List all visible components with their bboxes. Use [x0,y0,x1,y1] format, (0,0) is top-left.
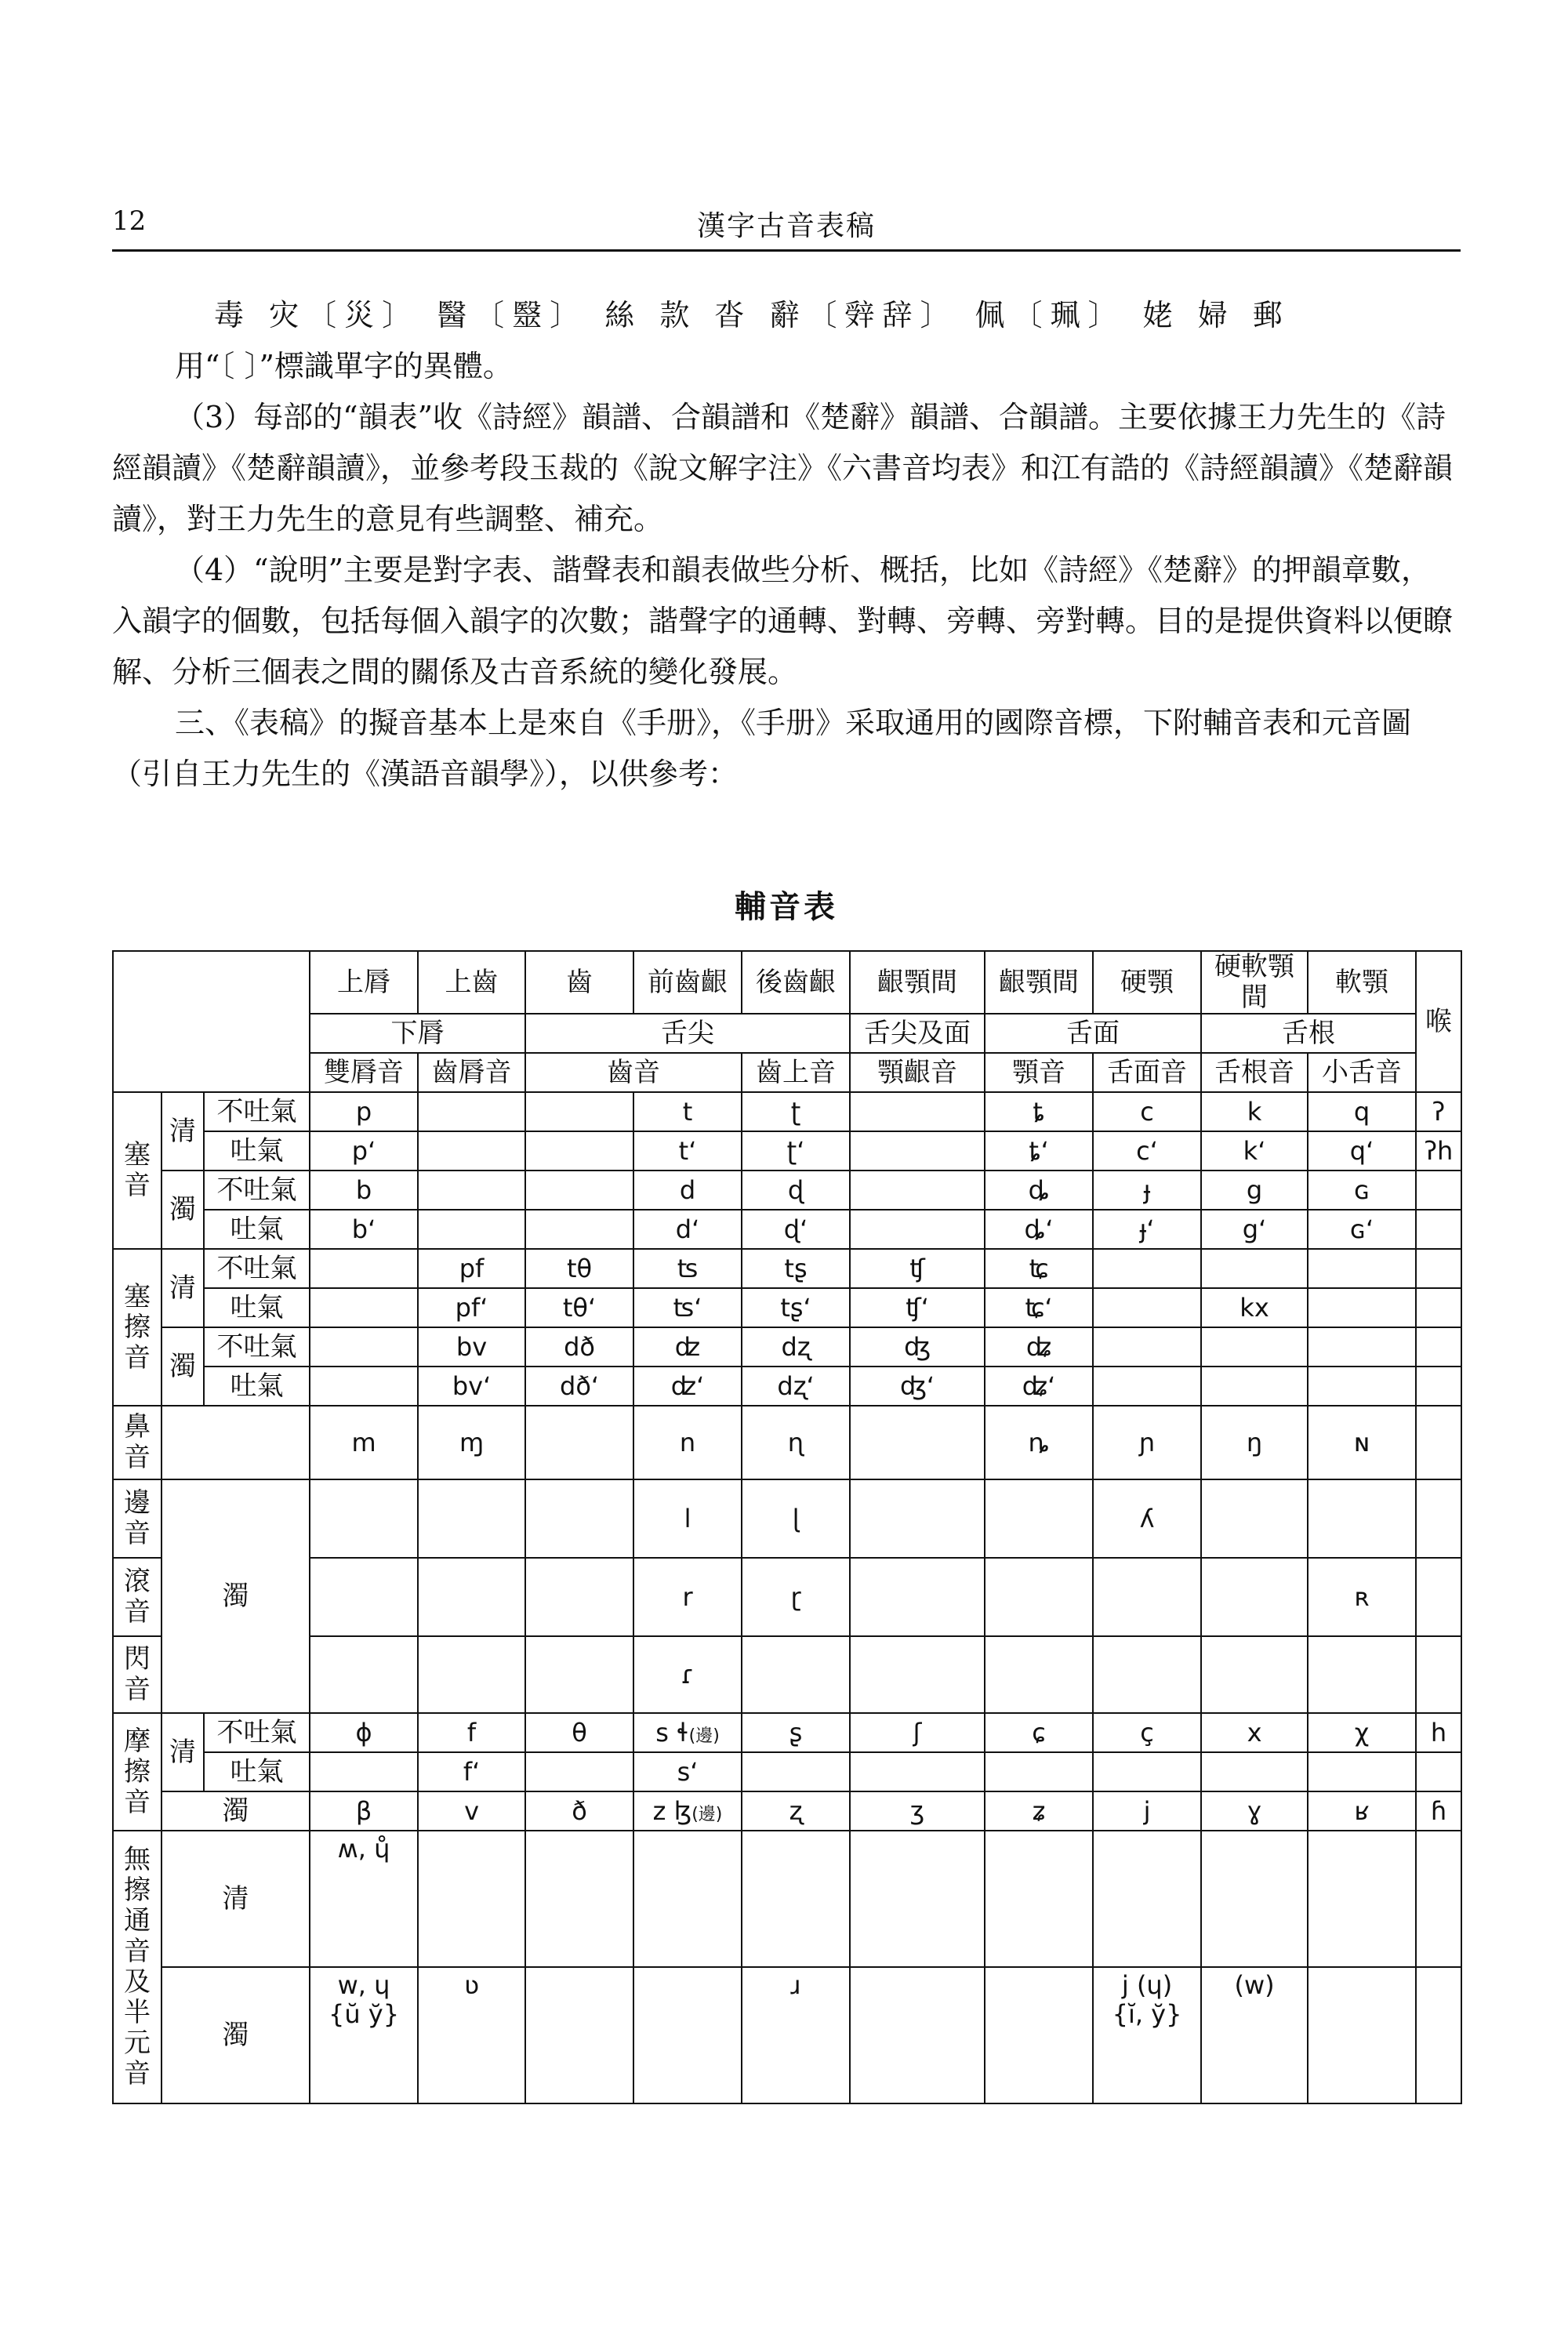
fricative-symbol: ʐ [742,1791,850,1831]
stop-symbol: qʻ [1308,1131,1416,1171]
table-row [113,1479,1461,1558]
affricate-symbol: dʐ [742,1327,850,1367]
table-row [113,1636,1461,1713]
trill-symbol: ɽ [742,1558,850,1636]
fricative-symbol: ɸ [310,1713,418,1752]
stop-symbol: g [1201,1171,1308,1210]
manner-label: 閃 音 [113,1636,162,1713]
table-title: 輔音表 [735,889,838,925]
voicing-label: 清 [162,1092,204,1171]
lateral-symbol: ɭ [742,1479,850,1558]
affricate-symbol: ʥʻ [985,1367,1093,1406]
affricate-symbol: tʂ [742,1249,850,1288]
approximant-symbol [418,1831,525,1967]
stop-symbol: c [1093,1092,1201,1131]
running-title: 漢字古音表稿 [696,210,876,242]
affricate-symbol: ʧʻ [850,1288,985,1327]
table-row [113,1014,1461,1053]
fricative-symbol [742,1752,850,1791]
table-corner [113,951,310,1092]
character-list-line: 毒 灾〔災〕 醫〔毉〕 絲 款 沓 辭〔辤辞〕 佩〔珮〕 姥 婦 郵 [214,298,1290,332]
aspiration-label: 不吐氣 [204,1171,310,1210]
fricative-symbol: ç [1093,1713,1201,1752]
flap-symbol [1416,1636,1461,1713]
approximant-symbol [1201,1831,1308,1967]
nasal-symbol [1416,1406,1461,1479]
affricate-symbol: pf [418,1249,525,1288]
affricate-symbol [1308,1367,1416,1406]
approximant-symbol [633,1831,742,1967]
voicing-label: 濁 [162,1479,310,1713]
affricate-symbol [1093,1327,1201,1367]
fricative-symbol: fʻ [418,1752,525,1791]
place-header: 齒 [525,951,633,1014]
place-header: 齦顎間 [850,951,985,1014]
paragraph-4: （4）“說明”主要是對字表、諧聲表和韻表做些分析、概括，比如《詩經》《楚辭》的押韻章數，入韻字的個數，包括每個入韻字的次數；諧聲字的通轉、對轉、旁轉、旁對轉。目的是提供資料以便瞭解、分析三個表之間的關係及古音系統的變化發展。 [112,553,1454,689]
fricative-symbol [1201,1752,1308,1791]
fricative-symbol [985,1752,1093,1791]
throat-header: 喉 [1416,951,1461,1092]
articulator-header: 舌尖及面 [850,1014,985,1053]
affricate-symbol [310,1367,418,1406]
trill-symbol [310,1558,418,1636]
affricate-symbol: bv [418,1327,525,1367]
affricate-symbol: dð [525,1327,633,1367]
approximant-symbol [742,1831,850,1967]
lateral-symbol: l [633,1479,742,1558]
fricative-symbol: ɕ [985,1713,1093,1752]
flap-symbol [742,1636,850,1713]
flap-symbol [310,1636,418,1713]
affricate-symbol [1093,1288,1201,1327]
articulator-header: 舌尖 [525,1014,850,1053]
table-row [113,1406,1461,1479]
affricate-symbol: ʤ [850,1327,985,1367]
affricate-symbol [1308,1288,1416,1327]
affricate-symbol [1201,1249,1308,1288]
table-row [113,1171,1461,1210]
articulator-header: 下脣 [310,1014,525,1053]
stop-symbol: tʻ [633,1131,742,1171]
nasal-symbol: ɴ [1308,1406,1416,1479]
approximant-symbol: ʍ, ɥ̊ [310,1831,418,1967]
stop-symbol: q [1308,1092,1416,1131]
paragraph-section-3: 三、《表稿》的擬音基本上是來自《手册》，《手册》采取通用的國際音標，下附輔音表和元音圖（引自王力先生的《漢語音韻學》），以供參考： [112,706,1412,791]
flap-symbol [850,1636,985,1713]
voicing-label: 清 [162,1249,204,1327]
aspiration-label: 不吐氣 [204,1713,310,1752]
affricate-symbol: tθʻ [525,1288,633,1327]
stop-symbol [850,1092,985,1131]
approximant-symbol: (w) [1201,1967,1308,2103]
stop-symbol: t [633,1092,742,1131]
stop-symbol: ɖ [742,1171,850,1210]
fricative-symbol [850,1752,985,1791]
stop-symbol [850,1131,985,1171]
fricative-symbol: ɣ [1201,1791,1308,1831]
stop-symbol: ȡ [985,1171,1093,1210]
stop-symbol [1416,1171,1461,1210]
trill-symbol [418,1558,525,1636]
approximant-symbol [633,1967,742,2103]
lateral-symbol [310,1479,418,1558]
fricative-symbol [1308,1752,1416,1791]
table-row [113,1131,1461,1171]
affricate-symbol: ʧ [850,1249,985,1288]
aspiration-label: 吐氣 [204,1752,310,1791]
aspiration-label: 不吐氣 [204,1249,310,1288]
affricate-symbol: pfʻ [418,1288,525,1327]
subplace-header: 齒音 [525,1053,742,1092]
table-row [113,1210,1461,1249]
table-row [113,951,1461,1014]
stop-symbol: ʔ [1416,1092,1461,1131]
affricate-symbol [310,1249,418,1288]
table-row [113,1791,1461,1831]
affricate-symbol: ʣʻ [633,1367,742,1406]
stop-symbol: ȡʻ [985,1210,1093,1249]
stop-symbol [850,1210,985,1249]
stop-symbol [525,1131,633,1171]
trill-symbol [1201,1558,1308,1636]
fricative-symbol: θ [525,1713,633,1752]
body-text [112,290,1461,800]
approximant-symbol [1416,1967,1461,2103]
fricative-symbol: ʃ [850,1713,985,1752]
manner-label: 摩 擦 音 [113,1713,162,1831]
stop-symbol: kʻ [1201,1131,1308,1171]
affricate-symbol: ʤʻ [850,1367,985,1406]
nasal-symbol: ɱ [418,1406,525,1479]
stop-symbol: ʔh [1416,1131,1461,1171]
affricate-symbol [310,1327,418,1367]
nasal-symbol [525,1406,633,1479]
place-header: 硬軟顎間 [1201,951,1308,1014]
place-header: 軟顎 [1308,951,1416,1014]
stop-symbol [418,1171,525,1210]
lateral-symbol [525,1479,633,1558]
subplace-header: 舌根音 [1201,1053,1308,1092]
fricative-symbol: sʻ [633,1752,742,1791]
page-number: 12 [112,205,147,237]
fricative-symbol: s ɬ(邊) [633,1713,742,1752]
manner-label: 滾 音 [113,1558,162,1636]
approximant-symbol: w, ɥ {ŭ ў} [310,1967,418,2103]
stop-symbol: ɢʻ [1308,1210,1416,1249]
fricative-symbol [525,1752,633,1791]
stop-symbol: ɢ [1308,1171,1416,1210]
affricate-symbol: dðʻ [525,1367,633,1406]
stop-symbol: cʻ [1093,1131,1201,1171]
manner-label: 塞 擦 音 [113,1249,162,1406]
trill-symbol [1416,1558,1461,1636]
affricate-symbol [1308,1249,1416,1288]
affricate-symbol [310,1288,418,1327]
trill-symbol [985,1558,1093,1636]
fricative-symbol: f [418,1713,525,1752]
fricative-symbol: ʁ [1308,1791,1416,1831]
fricative-symbol: χ [1308,1713,1416,1752]
voicing-label: 濁 [162,1171,204,1249]
stop-symbol: bʻ [310,1210,418,1249]
subplace-header: 小舌音 [1308,1053,1416,1092]
affricate-symbol [1308,1327,1416,1367]
stop-symbol: ȶ [985,1092,1093,1131]
lateral-symbol [850,1479,985,1558]
fricative-symbol [1416,1752,1461,1791]
lateral-symbol [418,1479,525,1558]
table-row [113,1367,1461,1406]
aspiration-label: 不吐氣 [204,1327,310,1367]
stop-symbol: ʈʻ [742,1131,850,1171]
approximant-symbol [525,1831,633,1967]
affricate-symbol [1416,1249,1461,1288]
stop-symbol: ɖʻ [742,1210,850,1249]
stop-symbol: b [310,1171,418,1210]
fricative-symbol: ɦ [1416,1791,1461,1831]
affricate-symbol: ʨʻ [985,1288,1093,1327]
subplace-header: 顎音 [985,1053,1093,1092]
approximant-symbol [1416,1831,1461,1967]
lateral-symbol [1416,1479,1461,1558]
flap-symbol [1093,1636,1201,1713]
nasal-symbol: ȵ [985,1406,1093,1479]
approximant-symbol [525,1967,633,2103]
stop-symbol: ȶʻ [985,1131,1093,1171]
approximant-symbol [985,1831,1093,1967]
voicing-blank [162,1406,310,1479]
table-row [113,1092,1461,1131]
stop-symbol: ɟ [1093,1171,1201,1210]
place-header: 硬顎 [1093,951,1201,1014]
fricative-symbol: v [418,1791,525,1831]
nasal-symbol: ŋ [1201,1406,1308,1479]
table-row [113,1967,1461,2103]
flap-symbol [525,1636,633,1713]
voicing-label: 濁 [162,1791,310,1831]
table-row [113,1558,1461,1636]
affricate-symbol: ʦ [633,1249,742,1288]
page-header [112,202,1461,252]
trill-symbol: r [633,1558,742,1636]
table-row [113,1752,1461,1791]
affricate-symbol [1201,1367,1308,1406]
stop-symbol: p [310,1092,418,1131]
place-header: 前齒齦 [633,951,742,1014]
subplace-header: 舌面音 [1093,1053,1201,1092]
table-row [113,1053,1461,1092]
approximant-symbol: j (ɥ) {ĭ, ў} [1093,1967,1201,2103]
table-row [113,1713,1461,1752]
lateral-symbol [985,1479,1093,1558]
flap-symbol [1308,1636,1416,1713]
affricate-symbol: tθ [525,1249,633,1288]
affricate-symbol: kx [1201,1288,1308,1327]
manner-label: 無 擦 通 音 及 半 元 音 [113,1831,162,2103]
trill-symbol [525,1558,633,1636]
aspiration-label: 吐氣 [204,1367,310,1406]
voicing-label: 濁 [162,1327,204,1406]
approximant-symbol: ɹ [742,1967,850,2103]
affricate-symbol: bvʻ [418,1367,525,1406]
aspiration-label: 吐氣 [204,1210,310,1249]
aspiration-label: 吐氣 [204,1288,310,1327]
subplace-header: 雙脣音 [310,1053,418,1092]
trill-symbol [850,1558,985,1636]
affricate-symbol: tʂʻ [742,1288,850,1327]
fricative-symbol: ʑ [985,1791,1093,1831]
stop-symbol: d [633,1171,742,1210]
affricate-symbol: dʐʻ [742,1367,850,1406]
manner-label: 鼻 音 [113,1406,162,1479]
flap-symbol [418,1636,525,1713]
fricative-symbol: ʂ [742,1713,850,1752]
manner-label: 塞 音 [113,1092,162,1249]
stop-symbol: k [1201,1092,1308,1131]
affricate-symbol [1416,1367,1461,1406]
nasal-symbol [850,1406,985,1479]
aspiration-label: 不吐氣 [204,1092,310,1131]
affricate-symbol [1093,1367,1201,1406]
approximant-symbol [1308,1831,1416,1967]
fricative-symbol: j [1093,1791,1201,1831]
flap-symbol: ɾ [633,1636,742,1713]
place-header: 上脣 [310,951,418,1014]
affricate-symbol: ʦʻ [633,1288,742,1327]
paragraph-3: （3）每部的“韻表”收《詩經》韻譜、合韻譜和《楚辭》韻譜、合韻譜。主要依據王力先生的《詩經韻讀》《楚辭韻讀》，並參考段玉裁的《說文解字注》《六書音均表》和江有誥的《詩經韻讀》《楚辭韻讀》，對王力先生的意見有些調整、補充。 [112,400,1454,536]
trill-symbol [1093,1558,1201,1636]
affricate-symbol [1416,1288,1461,1327]
nasal-symbol: m [310,1406,418,1479]
affricate-symbol [1201,1327,1308,1367]
voicing-label: 清 [162,1713,204,1791]
place-header: 齦顎間 [985,951,1093,1014]
articulator-header: 舌根 [1201,1014,1416,1053]
flap-symbol [985,1636,1093,1713]
lateral-symbol [1201,1479,1308,1558]
fricative-symbol: x [1201,1713,1308,1752]
place-header: 上齒 [418,951,525,1014]
table-row [113,1831,1461,1967]
stop-symbol: dʻ [633,1210,742,1249]
stop-symbol [1416,1210,1461,1249]
affricate-symbol [1093,1249,1201,1288]
fricative-symbol: ʒ [850,1791,985,1831]
consonant-table [112,950,1462,2104]
voicing-label: 濁 [162,1967,310,2103]
stop-symbol [525,1171,633,1210]
table-row [113,1249,1461,1288]
fricative-symbol: ð [525,1791,633,1831]
approximant-symbol [1093,1831,1201,1967]
fricative-symbol [310,1752,418,1791]
affricate-symbol: ʥ [985,1327,1093,1367]
voicing-label: 清 [162,1831,310,1967]
table-row [113,1327,1461,1367]
affricate-symbol: ʨ [985,1249,1093,1288]
nasal-symbol: ɳ [742,1406,850,1479]
approximant-symbol: ʋ [418,1967,525,2103]
stop-symbol [418,1210,525,1249]
fricative-symbol [1093,1752,1201,1791]
approximant-symbol [850,1831,985,1967]
stop-symbol: ɟʻ [1093,1210,1201,1249]
place-header: 後齒齦 [742,951,850,1014]
fricative-symbol: z ɮ(邊) [633,1791,742,1831]
trill-symbol: ʀ [1308,1558,1416,1636]
table-row [113,1288,1461,1327]
nasal-symbol: n [633,1406,742,1479]
approximant-symbol [850,1967,985,2103]
stop-symbol: pʻ [310,1131,418,1171]
aspiration-label: 吐氣 [204,1131,310,1171]
stop-symbol [418,1092,525,1131]
stop-symbol: gʻ [1201,1210,1308,1249]
stop-symbol [525,1210,633,1249]
subplace-header: 顎齦音 [850,1053,985,1092]
affricate-symbol [1416,1327,1461,1367]
lateral-symbol [1308,1479,1416,1558]
manner-label: 邊 音 [113,1479,162,1558]
flap-symbol [1201,1636,1308,1713]
stop-symbol: ʈ [742,1092,850,1131]
affricate-symbol: ʣ [633,1327,742,1367]
subplace-header: 齒上音 [742,1053,850,1092]
fricative-symbol: h [1416,1713,1461,1752]
lateral-symbol: ʎ [1093,1479,1201,1558]
articulator-header: 舌面 [985,1014,1201,1053]
nasal-symbol: ɲ [1093,1406,1201,1479]
stop-symbol [850,1171,985,1210]
approximant-symbol [1308,1967,1416,2103]
subplace-header: 齒脣音 [418,1053,525,1092]
approximant-symbol [985,1967,1093,2103]
paragraph-variants-note: 用“〔 〕”標識單字的異體。 [175,349,513,383]
stop-symbol [418,1131,525,1171]
stop-symbol [525,1092,633,1131]
fricative-symbol: β [310,1791,418,1831]
